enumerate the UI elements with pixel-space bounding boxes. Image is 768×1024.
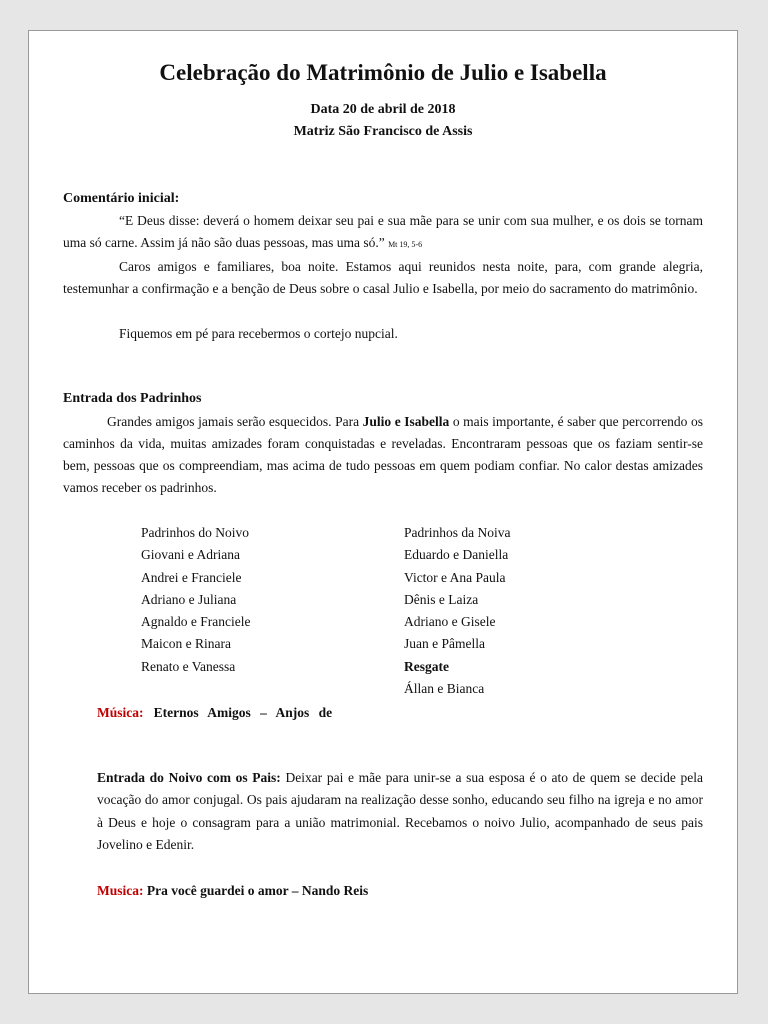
list-item: Dênis e Laiza	[404, 591, 479, 607]
list-item: Maicon e Rinara	[141, 636, 231, 652]
list-item: Adriano e Juliana	[141, 591, 237, 607]
padrinhos-music	[97, 702, 332, 724]
music-label: Musica:	[97, 883, 144, 898]
comentario-heading: Comentário inicial:	[63, 191, 180, 206]
music-title: Pra você guardei o amor – Nando Reis	[146, 883, 369, 898]
list-item: Juan e Pâmella	[404, 636, 485, 652]
comentario-paragraph-3: Fiquemos em pé para recebermos o cortejo nupcial.	[119, 326, 398, 341]
music-title: Eternos Amigos – Anjos de	[153, 705, 333, 720]
document-title: Celebração do Matrimônio de Julio e Isabella	[159, 60, 607, 85]
list-item: Agnaldo e Franciele	[141, 614, 251, 630]
document-page	[28, 30, 738, 994]
padrinhos-heading: Entrada dos Padrinhos	[63, 391, 202, 406]
list-item: Giovani e Adriana	[141, 547, 240, 563]
music-label: Música:	[97, 705, 144, 720]
list-item: Andrei e Franciele	[141, 569, 242, 585]
date-line: Data 20 de abril de 2018	[310, 102, 456, 117]
quote-reference: Mt 19, 5-6	[388, 240, 423, 249]
resgate-label: Resgate	[404, 658, 449, 674]
padrinhos-text-before: Grandes amigos jamais serão esquecidos. Para	[107, 414, 363, 429]
list-item: Padrinhos do Noivo	[141, 525, 249, 540]
place-line: Matriz São Francisco de Assis	[293, 124, 473, 139]
list-item: Eduardo e Daniella	[404, 547, 509, 563]
padrinhos-text-after: o mais importante, é saber que percorrendo os caminhos da vida, muitas amizades foram conquistadas e reveladas. Encontraram pessoas que os faziam sentir-se bem, pessoas que os compreendiam, mas acima de tudo pessoas em quem podiam confiar. No calor destas amizades vamos receber os padrinhos.	[63, 414, 703, 495]
list-item: Padrinhos da Noiva	[404, 525, 511, 540]
padrinhos-noivo-list	[141, 522, 250, 678]
noivo-heading: Entrada do Noivo com os Pais:	[97, 770, 281, 785]
noivo-entrance-paragraph	[97, 767, 703, 856]
padrinhos-noiva-list	[404, 522, 510, 700]
quote-text: “E Deus disse: deverá o homem deixar seu pai e sua mãe para se unir com sua mulher, e os dois se tornam uma só carne. Assim já não são duas pessoas, mas uma só.”	[63, 213, 703, 250]
couple-name: Julio e Isabella	[362, 414, 450, 429]
comentario-quote	[63, 210, 703, 256]
noivo-music	[97, 880, 368, 902]
list-item: Renato e Vanessa	[141, 658, 236, 674]
list-item: Victor e Ana Paula	[404, 569, 506, 585]
padrinhos-paragraph	[63, 411, 703, 499]
list-item: Adriano e Gisele	[404, 614, 496, 630]
comentario-paragraph-2: Caros amigos e familiares, boa noite. Estamos aqui reunidos nesta noite, para, com grande alegria, testemunhar a confirmação e a benção de Deus sobre o casal Julio e Isabella, por meio do sacramento do matrimônio.	[63, 259, 703, 296]
resgate-couple: Állan e Bianca	[404, 681, 485, 697]
noivo-text: Deixar pai e mãe para unir-se a sua esposa é o ato de quem se decide pela vocação do amor conjugal. Os pais ajudaram na realização desse sonho, educando seu filho na igreja e no amor à Deus e hoje o consagram para a união matrimonial. Recebamos o noivo Julio, acompanhado de seus pais Jovelino e Edenir.	[97, 770, 703, 852]
